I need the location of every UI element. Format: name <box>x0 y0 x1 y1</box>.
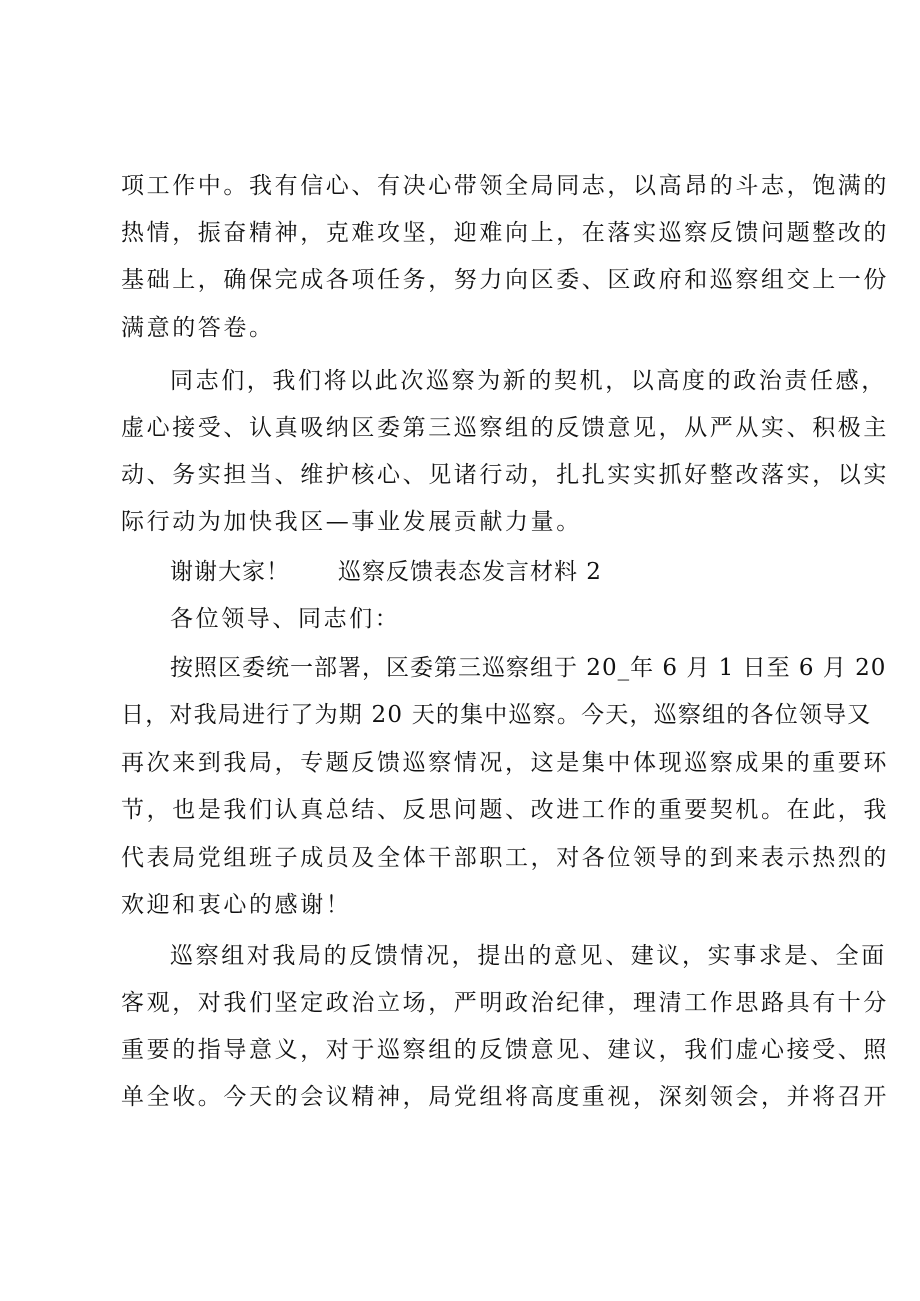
paragraph-line: 动、务实担当、维护核心、见诸行动，扎扎实实抓好整改落实，以实 <box>121 462 889 488</box>
closing-and-heading-line: 谢谢大家！ 巡察反馈表态发言材料 2 <box>170 559 602 585</box>
paragraph-line: 代表局党组班子成员及全体干部职工，对各位领导的到来表示热烈的 <box>121 845 889 871</box>
paragraph-line: 单全收。今天的会议精神，局党组将高度重视，深刻领会，并将召开 <box>121 1084 889 1110</box>
paragraph-line: 满意的答卷。 <box>121 315 275 341</box>
paragraph-line: 客观，对我们坚定政治立场，严明政治纪律，理清工作思路具有十分 <box>121 990 889 1016</box>
paragraph-line: 欢迎和衷心的感谢！ <box>121 892 352 918</box>
paragraph-line: 际行动为加快我区—事业发展贡献力量。 <box>121 509 582 535</box>
paragraph-line: 重要的指导意义，对于巡察组的反馈意见、建议，我们虚心接受、照 <box>121 1037 889 1063</box>
paragraph-line: 同志们，我们将以此次巡察为新的契机，以高度的政治责任感， <box>170 368 887 394</box>
paragraph-line: 按照区委统一部署，区委第三巡察组于 20_年 6 月 1 日至 6 月 20 <box>170 655 887 681</box>
salutation-line: 各位领导、同志们： <box>170 606 401 632</box>
paragraph-line: 巡察组对我局的反馈情况，提出的意见、建议，实事求是、全面 <box>170 943 887 969</box>
paragraph-line: 再次来到我局，专题反馈巡察情况，这是集中体现巡察成果的重要环 <box>121 750 889 776</box>
paragraph-line: 节，也是我们认真总结、反思问题、改进工作的重要契机。在此，我 <box>121 797 889 823</box>
paragraph-line: 基础上，确保完成各项任务，努力向区委、区政府和巡察组交上一份 <box>121 267 889 293</box>
paragraph-line: 虚心接受、认真吸纳区委第三巡察组的反馈意见，从严从实、积极主 <box>121 415 889 441</box>
paragraph-line: 日，对我局进行了为期 20 天的集中巡察。今天，巡察组的各位领导又 <box>121 702 872 728</box>
paragraph-line: 热情，振奋精神，克难攻坚，迎难向上，在落实巡察反馈问题整改的 <box>121 220 889 246</box>
paragraph-line: 项工作中。我有信心、有决心带领全局同志，以高昂的斗志，饱满的 <box>121 173 889 199</box>
